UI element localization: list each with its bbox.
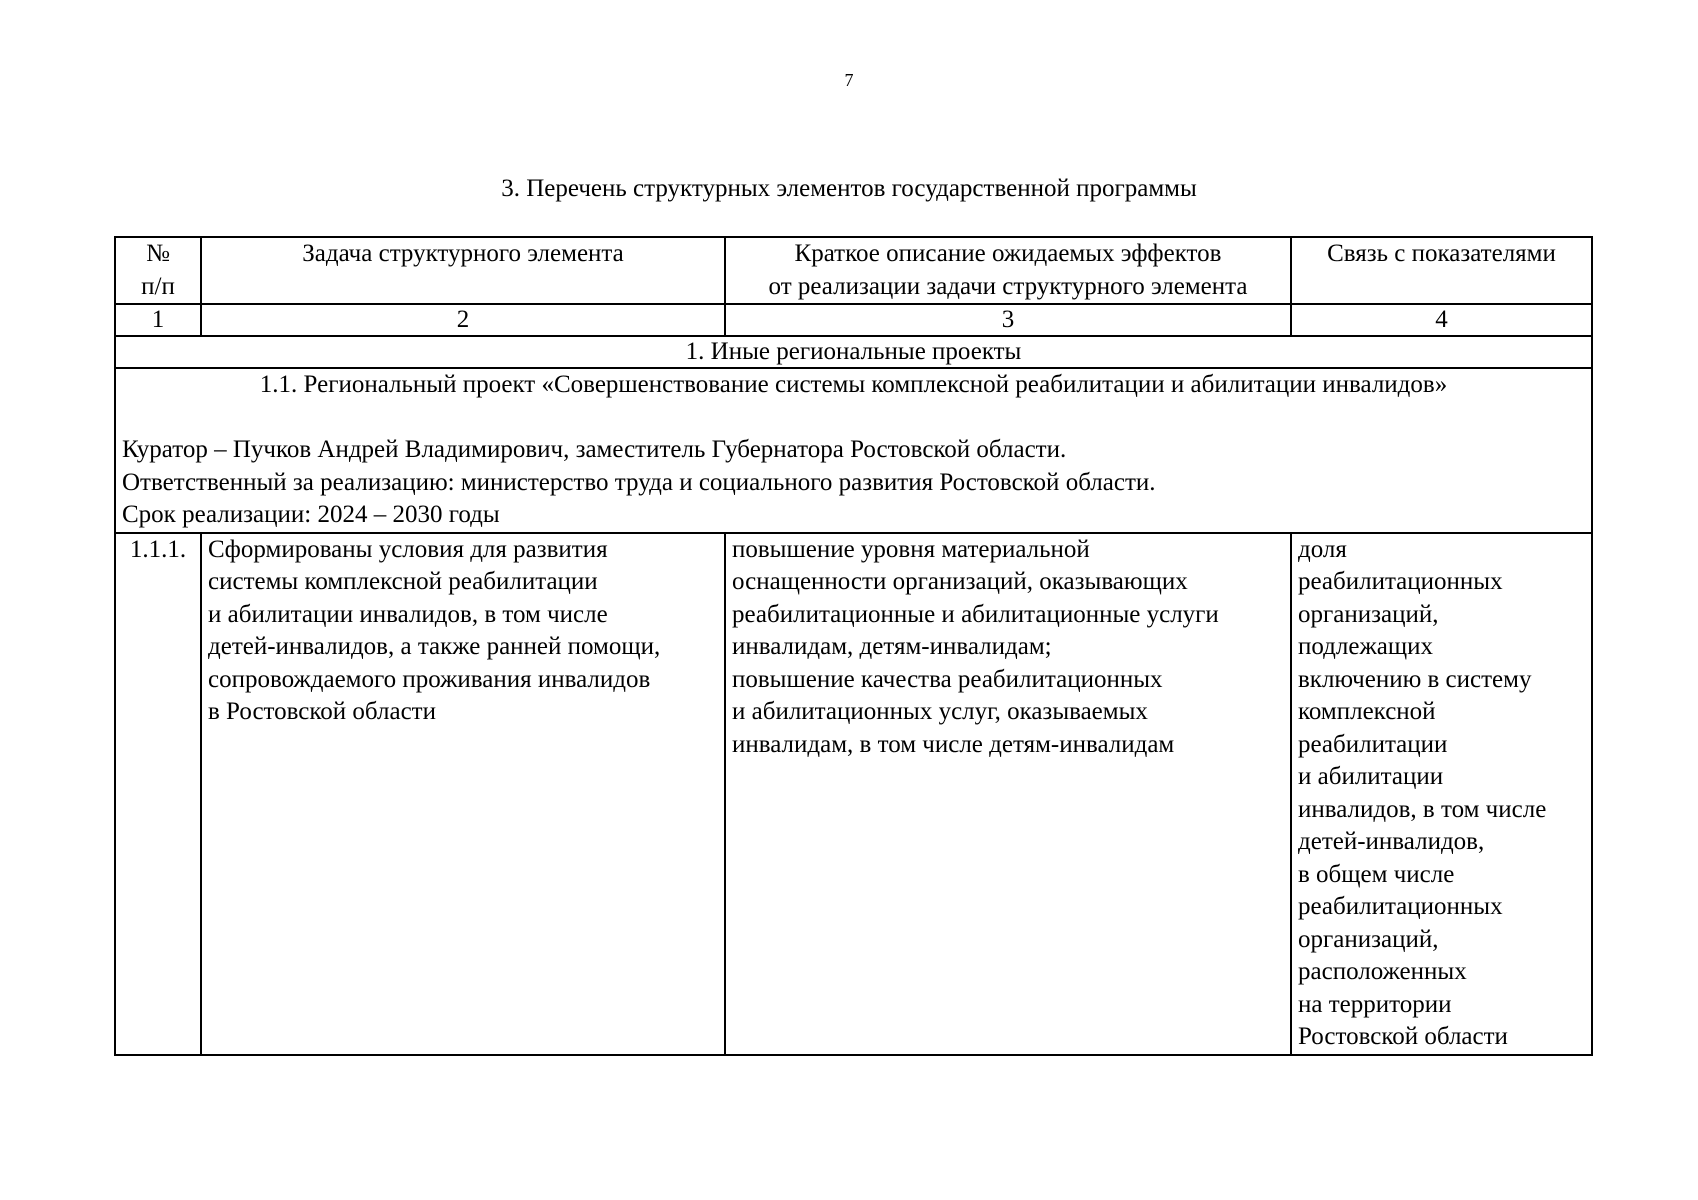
task-line: системы комплексной реабилитации [208,568,598,595]
table-row [115,533,1592,1055]
indicator-line: подлежащих [1298,633,1433,660]
task-line: и абилитации инвалидов, в том числе [208,600,608,628]
header-number-line: № [146,240,170,267]
row-number: 1.1.1. [115,533,201,1055]
table-header-row [115,237,1592,304]
indicator-line: расположенных [1298,958,1467,985]
task-line: Сформированы условия для развития [208,535,608,563]
row-indicators [1291,533,1592,1055]
row-effects [725,533,1291,1055]
project-row [115,368,1592,533]
indicator-line: организаций, [1298,925,1439,953]
project-title: 1.1. Региональный проект «Совершенствование системы комплексной реабилитации и абилитации инвалидов» [259,371,1448,398]
indicator-line: на территории [1298,990,1452,1018]
effects-line: повышение качества реабилитационных [732,665,1163,693]
header-number-line: п/п [141,272,175,300]
column-number: 3 [725,304,1291,336]
section-row-label: 1. Иные региональные проекты [115,336,1592,368]
section-title: 3. Перечень структурных элементов государственной программы [501,175,1197,202]
header-task-label: Задача структурного элемента [302,240,624,267]
indicator-line: доля [1298,535,1347,563]
indicator-line: инвалидов, в том числе [1298,795,1547,823]
header-number [115,237,201,304]
structural-elements-table [114,236,1593,1056]
effects-line: повышение уровня материальной [732,535,1090,563]
column-number: 2 [201,304,725,336]
task-line: в Ростовской области [208,698,436,725]
project-cell [115,368,1592,533]
column-number-row [115,304,1592,336]
indicator-line: реабилитации [1298,730,1448,758]
header-effects-line: Краткое описание ожидаемых эффектов [794,240,1222,267]
project-curator: Куратор – Пучков Андрей Владимирович, заместитель Губернатора Ростовской области. [122,436,1067,463]
indicator-line: в общем числе [1298,860,1455,888]
page-number: 7 [844,70,854,90]
header-indicators [1291,237,1592,304]
row-task [201,533,725,1055]
spacer [122,402,1585,435]
header-task [201,237,725,304]
section-row [115,336,1592,368]
effects-line: инвалидам, в том числе детям-инвалидам [732,730,1175,758]
effects-line: оснащенности организаций, оказывающих [732,568,1188,595]
indicator-line: и абилитации [1298,763,1444,790]
header-effects [725,237,1291,304]
task-line: сопровождаемого проживания инвалидов [208,665,651,693]
task-line: детей-инвалидов, а также ранней помощи, [208,633,661,660]
indicator-line: комплексной [1298,698,1436,725]
indicator-line: Ростовской области [1298,1023,1508,1050]
indicator-line: организаций, [1298,600,1439,628]
effects-line: инвалидам, детям-инвалидам; [732,633,1052,660]
header-effects-line: от реализации задачи структурного элемента [768,272,1248,300]
project-period: Срок реализации: 2024 – 2030 годы [122,501,500,528]
project-responsible: Ответственный за реализацию: министерство труда и социального развития Ростовской области. [122,468,1156,496]
indicator-line: включению в систему [1298,665,1532,693]
column-number: 4 [1291,304,1592,336]
effects-line: реабилитационные и абилитационные услуги [732,600,1219,628]
header-indicators-label: Связь с показателями [1327,240,1556,267]
column-number: 1 [115,304,201,336]
indicator-line: реабилитационных [1298,893,1503,920]
indicator-line: детей-инвалидов, [1298,828,1485,855]
effects-line: и абилитационных услуг, оказываемых [732,698,1148,725]
indicator-line: реабилитационных [1298,568,1503,595]
